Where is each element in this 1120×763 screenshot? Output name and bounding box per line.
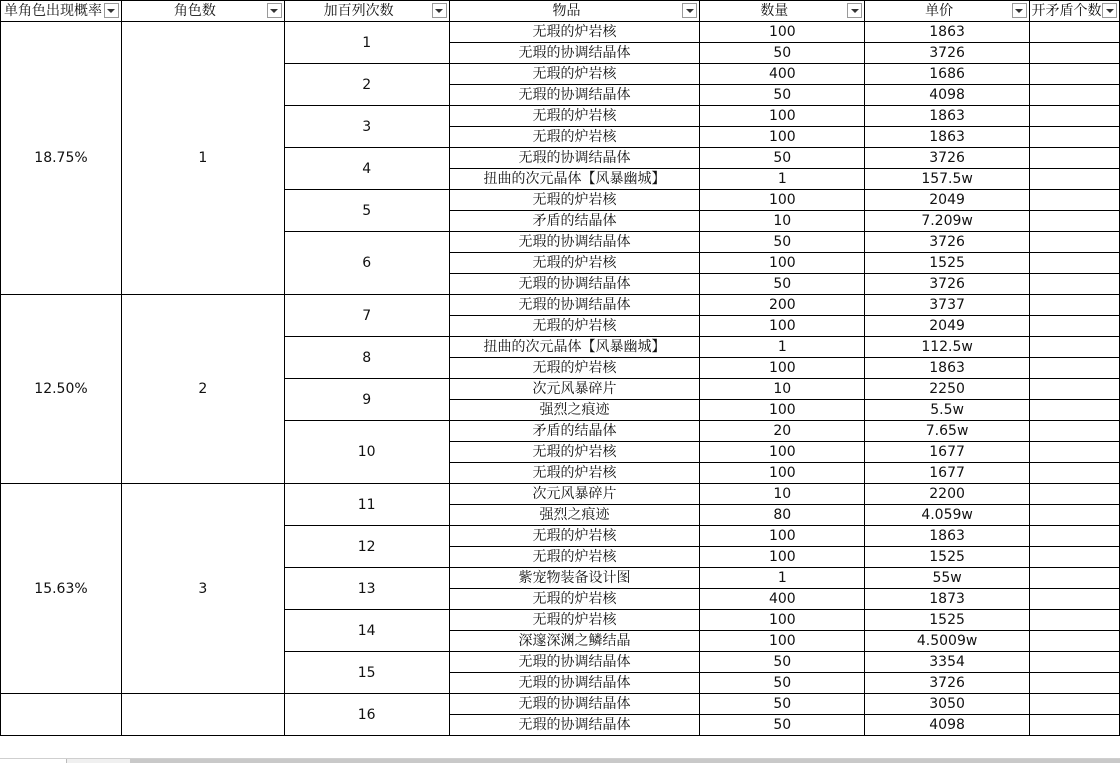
cell-quantity[interactable]: 10 bbox=[700, 484, 865, 505]
header-label: 单价 bbox=[925, 3, 954, 19]
cell-probability[interactable] bbox=[1, 694, 122, 736]
cell-item-name[interactable]: 无瑕的炉岩核 bbox=[449, 316, 700, 337]
cell-item-name[interactable]: 强烈之痕迹 bbox=[449, 400, 700, 421]
cell-contradiction-count[interactable] bbox=[1029, 358, 1119, 379]
cell-unit-price[interactable]: 1677 bbox=[865, 442, 1030, 463]
cell-item-name[interactable]: 无瑕的协调结晶体 bbox=[449, 232, 700, 253]
cell-unit-price[interactable]: 3050 bbox=[865, 694, 1030, 715]
cell-quantity[interactable]: 20 bbox=[700, 421, 865, 442]
scrollbar-thumb[interactable] bbox=[130, 759, 1120, 763]
cell-quantity[interactable]: 50 bbox=[700, 148, 865, 169]
header-row bbox=[1, 1, 1120, 22]
cell-contradiction-count[interactable] bbox=[1029, 589, 1119, 610]
filter-dropdown-icon[interactable] bbox=[1012, 3, 1027, 18]
cell-unit-price[interactable]: 1686 bbox=[865, 64, 1030, 85]
cell-attempt-number[interactable]: 15 bbox=[284, 652, 449, 694]
cell-quantity[interactable]: 80 bbox=[700, 505, 865, 526]
cell-quantity[interactable]: 400 bbox=[700, 64, 865, 85]
cell-item-name[interactable]: 无瑕的炉岩核 bbox=[449, 106, 700, 127]
cell-attempt-number[interactable]: 8 bbox=[284, 337, 449, 379]
cell-attempt-number[interactable]: 2 bbox=[284, 64, 449, 106]
cell-quantity[interactable]: 200 bbox=[700, 295, 865, 316]
cell-item-name[interactable]: 扭曲的次元晶体【风暴幽城】 bbox=[449, 337, 700, 358]
cell-unit-price[interactable]: 7.65w bbox=[865, 421, 1030, 442]
cell-attempt-number[interactable]: 13 bbox=[284, 568, 449, 610]
cell-attempt-number[interactable]: 3 bbox=[284, 106, 449, 148]
cell-attempt-number[interactable]: 10 bbox=[284, 421, 449, 484]
cell-contradiction-count[interactable] bbox=[1029, 568, 1119, 589]
cell-attempt-number[interactable]: 1 bbox=[284, 22, 449, 64]
cell-quantity[interactable]: 100 bbox=[700, 610, 865, 631]
cell-quantity[interactable]: 100 bbox=[700, 127, 865, 148]
cell-quantity[interactable]: 50 bbox=[700, 652, 865, 673]
filter-dropdown-icon[interactable] bbox=[682, 3, 697, 18]
cell-contradiction-count[interactable] bbox=[1029, 148, 1119, 169]
header-unit-price bbox=[865, 1, 1030, 22]
cell-contradiction-count[interactable] bbox=[1029, 106, 1119, 127]
cell-item-name[interactable]: 无瑕的协调结晶体 bbox=[449, 43, 700, 64]
cell-contradiction-count[interactable] bbox=[1029, 673, 1119, 694]
horizontal-scrollbar[interactable] bbox=[0, 758, 1120, 763]
cell-quantity[interactable]: 50 bbox=[700, 274, 865, 295]
sheet-tab-area[interactable] bbox=[0, 759, 67, 763]
cell-item-name[interactable]: 无瑕的协调结晶体 bbox=[449, 673, 700, 694]
cell-attempt-number[interactable]: 9 bbox=[284, 379, 449, 421]
cell-role-count[interactable]: 1 bbox=[121, 22, 284, 295]
cell-item-name[interactable]: 无瑕的炉岩核 bbox=[449, 463, 700, 484]
cell-contradiction-count[interactable] bbox=[1029, 253, 1119, 274]
cell-quantity[interactable]: 100 bbox=[700, 22, 865, 43]
cell-unit-price[interactable]: 1677 bbox=[865, 463, 1030, 484]
cell-role-count[interactable]: 2 bbox=[121, 295, 284, 484]
header-item bbox=[449, 1, 700, 22]
cell-quantity[interactable]: 1 bbox=[700, 337, 865, 358]
cell-unit-price[interactable]: 2049 bbox=[865, 190, 1030, 211]
cell-unit-price[interactable]: 2250 bbox=[865, 379, 1030, 400]
cell-contradiction-count[interactable] bbox=[1029, 694, 1119, 715]
cell-quantity[interactable]: 100 bbox=[700, 463, 865, 484]
cell-item-name[interactable]: 无瑕的协调结晶体 bbox=[449, 652, 700, 673]
cell-contradiction-count[interactable] bbox=[1029, 442, 1119, 463]
table-row bbox=[1, 694, 1120, 715]
cell-contradiction-count[interactable] bbox=[1029, 232, 1119, 253]
cell-unit-price[interactable]: 157.5w bbox=[865, 169, 1030, 190]
cell-contradiction-count[interactable] bbox=[1029, 631, 1119, 652]
cell-probability[interactable]: 12.50% bbox=[1, 295, 122, 484]
cell-unit-price[interactable]: 2049 bbox=[865, 316, 1030, 337]
filter-dropdown-icon[interactable] bbox=[432, 3, 447, 18]
cell-quantity[interactable]: 10 bbox=[700, 379, 865, 400]
cell-item-name[interactable]: 矛盾的结晶体 bbox=[449, 211, 700, 232]
cell-unit-price[interactable]: 3726 bbox=[865, 43, 1030, 64]
cell-item-name[interactable]: 无瑕的协调结晶体 bbox=[449, 148, 700, 169]
cell-unit-price[interactable]: 1525 bbox=[865, 610, 1030, 631]
table-row bbox=[1, 295, 1120, 316]
cell-unit-price[interactable]: 3726 bbox=[865, 673, 1030, 694]
cell-attempt-number[interactable]: 16 bbox=[284, 694, 449, 736]
cell-unit-price[interactable]: 1863 bbox=[865, 22, 1030, 43]
table-row bbox=[1, 484, 1120, 505]
cell-contradiction-count[interactable] bbox=[1029, 22, 1119, 43]
cell-contradiction-count[interactable] bbox=[1029, 400, 1119, 421]
cell-unit-price[interactable]: 3354 bbox=[865, 652, 1030, 673]
cell-attempt-number[interactable]: 12 bbox=[284, 526, 449, 568]
cell-contradiction-count[interactable] bbox=[1029, 190, 1119, 211]
cell-unit-price[interactable]: 4098 bbox=[865, 85, 1030, 106]
cell-unit-price[interactable]: 2200 bbox=[865, 484, 1030, 505]
header-label: 角色数 bbox=[173, 3, 216, 19]
header-role-count bbox=[121, 1, 284, 22]
cell-quantity[interactable]: 100 bbox=[700, 358, 865, 379]
cell-quantity[interactable]: 1 bbox=[700, 169, 865, 190]
cell-quantity[interactable]: 1 bbox=[700, 568, 865, 589]
cell-role-count[interactable] bbox=[121, 694, 284, 736]
header-label: 物品 bbox=[552, 3, 581, 19]
cell-item-name[interactable]: 无瑕的炉岩核 bbox=[449, 190, 700, 211]
cell-item-name[interactable]: 次元风暴碎片 bbox=[449, 484, 700, 505]
cell-item-name[interactable]: 无瑕的协调结晶体 bbox=[449, 274, 700, 295]
filter-dropdown-icon[interactable] bbox=[1102, 3, 1117, 18]
cell-unit-price[interactable]: 1873 bbox=[865, 589, 1030, 610]
cell-contradiction-count[interactable] bbox=[1029, 295, 1119, 316]
cell-item-name[interactable]: 扭曲的次元晶体【风暴幽城】 bbox=[449, 169, 700, 190]
cell-quantity[interactable]: 100 bbox=[700, 106, 865, 127]
cell-unit-price[interactable]: 5.5w bbox=[865, 400, 1030, 421]
cell-contradiction-count[interactable] bbox=[1029, 505, 1119, 526]
cell-item-name[interactable]: 无瑕的炉岩核 bbox=[449, 22, 700, 43]
cell-item-name[interactable]: 无瑕的协调结晶体 bbox=[449, 694, 700, 715]
cell-contradiction-count[interactable] bbox=[1029, 484, 1119, 505]
cell-contradiction-count[interactable] bbox=[1029, 715, 1119, 736]
cell-contradiction-count[interactable] bbox=[1029, 127, 1119, 148]
cell-quantity[interactable]: 100 bbox=[700, 190, 865, 211]
cell-item-name[interactable]: 无瑕的炉岩核 bbox=[449, 589, 700, 610]
cell-quantity[interactable]: 50 bbox=[700, 232, 865, 253]
header-label: 单角色出现概率 bbox=[3, 3, 102, 19]
cell-unit-price[interactable]: 1863 bbox=[865, 127, 1030, 148]
cell-item-name[interactable]: 无瑕的炉岩核 bbox=[449, 253, 700, 274]
filter-dropdown-icon[interactable] bbox=[267, 3, 282, 18]
cell-quantity[interactable]: 100 bbox=[700, 316, 865, 337]
header-contradiction-count bbox=[1029, 1, 1119, 22]
cell-quantity[interactable]: 100 bbox=[700, 547, 865, 568]
cell-contradiction-count[interactable] bbox=[1029, 211, 1119, 232]
cell-attempt-number[interactable]: 4 bbox=[284, 148, 449, 190]
cell-contradiction-count[interactable] bbox=[1029, 169, 1119, 190]
header-quantity bbox=[700, 1, 865, 22]
cell-contradiction-count[interactable] bbox=[1029, 421, 1119, 442]
cell-unit-price[interactable]: 1863 bbox=[865, 106, 1030, 127]
cell-quantity[interactable]: 50 bbox=[700, 715, 865, 736]
cell-unit-price[interactable]: 4.5009w bbox=[865, 631, 1030, 652]
cell-unit-price[interactable]: 4.059w bbox=[865, 505, 1030, 526]
cell-contradiction-count[interactable] bbox=[1029, 463, 1119, 484]
cell-item-name[interactable]: 紫宠物装备设计图 bbox=[449, 568, 700, 589]
cell-quantity[interactable]: 50 bbox=[700, 673, 865, 694]
cell-quantity[interactable]: 100 bbox=[700, 400, 865, 421]
cell-item-name[interactable]: 无瑕的炉岩核 bbox=[449, 610, 700, 631]
cell-quantity[interactable]: 100 bbox=[700, 253, 865, 274]
cell-item-name[interactable]: 无瑕的炉岩核 bbox=[449, 526, 700, 547]
header-label: 加百列次数 bbox=[323, 3, 394, 19]
cell-quantity[interactable]: 400 bbox=[700, 589, 865, 610]
cell-role-count[interactable]: 3 bbox=[121, 484, 284, 694]
cell-contradiction-count[interactable] bbox=[1029, 547, 1119, 568]
cell-item-name[interactable]: 矛盾的结晶体 bbox=[449, 421, 700, 442]
cell-contradiction-count[interactable] bbox=[1029, 652, 1119, 673]
header-label: 开矛盾个数 bbox=[1031, 3, 1102, 19]
header-attempts bbox=[284, 1, 449, 22]
filter-dropdown-icon[interactable] bbox=[104, 3, 119, 18]
cell-unit-price[interactable]: 55w bbox=[865, 568, 1030, 589]
cell-quantity[interactable]: 100 bbox=[700, 526, 865, 547]
cell-item-name[interactable]: 无瑕的炉岩核 bbox=[449, 442, 700, 463]
cell-unit-price[interactable]: 3726 bbox=[865, 232, 1030, 253]
header-label: 数量 bbox=[760, 3, 789, 19]
cell-item-name[interactable]: 强烈之痕迹 bbox=[449, 505, 700, 526]
cell-item-name[interactable]: 无瑕的炉岩核 bbox=[449, 64, 700, 85]
cell-quantity[interactable]: 100 bbox=[700, 631, 865, 652]
cell-unit-price[interactable]: 112.5w bbox=[865, 337, 1030, 358]
cell-contradiction-count[interactable] bbox=[1029, 64, 1119, 85]
cell-item-name[interactable]: 次元风暴碎片 bbox=[449, 379, 700, 400]
cell-contradiction-count[interactable] bbox=[1029, 379, 1119, 400]
cell-quantity[interactable]: 10 bbox=[700, 211, 865, 232]
cell-probability[interactable]: 15.63% bbox=[1, 484, 122, 694]
table-row bbox=[1, 22, 1120, 43]
cell-quantity[interactable]: 100 bbox=[700, 442, 865, 463]
cell-unit-price[interactable]: 1863 bbox=[865, 358, 1030, 379]
table-body bbox=[1, 22, 1120, 736]
cell-item-name[interactable]: 无瑕的协调结晶体 bbox=[449, 715, 700, 736]
cell-attempt-number[interactable]: 11 bbox=[284, 484, 449, 526]
cell-unit-price[interactable]: 3726 bbox=[865, 148, 1030, 169]
cell-item-name[interactable]: 无瑕的炉岩核 bbox=[449, 127, 700, 148]
cell-item-name[interactable]: 无瑕的协调结晶体 bbox=[449, 295, 700, 316]
cell-quantity[interactable]: 50 bbox=[700, 694, 865, 715]
cell-contradiction-count[interactable] bbox=[1029, 43, 1119, 64]
cell-attempt-number[interactable]: 5 bbox=[284, 190, 449, 232]
cell-contradiction-count[interactable] bbox=[1029, 316, 1119, 337]
cell-item-name[interactable]: 深邃深渊之鳞结晶 bbox=[449, 631, 700, 652]
cell-unit-price[interactable]: 4098 bbox=[865, 715, 1030, 736]
cell-attempt-number[interactable]: 6 bbox=[284, 232, 449, 295]
filter-dropdown-icon[interactable] bbox=[847, 3, 862, 18]
cell-quantity[interactable]: 50 bbox=[700, 85, 865, 106]
cell-contradiction-count[interactable] bbox=[1029, 337, 1119, 358]
cell-unit-price[interactable]: 3737 bbox=[865, 295, 1030, 316]
cell-unit-price[interactable]: 1863 bbox=[865, 526, 1030, 547]
cell-contradiction-count[interactable] bbox=[1029, 526, 1119, 547]
cell-attempt-number[interactable]: 7 bbox=[284, 295, 449, 337]
cell-item-name[interactable]: 无瑕的炉岩核 bbox=[449, 358, 700, 379]
cell-unit-price[interactable]: 7.209w bbox=[865, 211, 1030, 232]
cell-attempt-number[interactable]: 14 bbox=[284, 610, 449, 652]
header-probability bbox=[1, 1, 122, 22]
cell-unit-price[interactable]: 1525 bbox=[865, 253, 1030, 274]
cell-item-name[interactable]: 无瑕的协调结晶体 bbox=[449, 85, 700, 106]
cell-contradiction-count[interactable] bbox=[1029, 85, 1119, 106]
cell-contradiction-count[interactable] bbox=[1029, 274, 1119, 295]
cell-unit-price[interactable]: 1525 bbox=[865, 547, 1030, 568]
cell-unit-price[interactable]: 3726 bbox=[865, 274, 1030, 295]
cell-probability[interactable]: 18.75% bbox=[1, 22, 122, 295]
cell-quantity[interactable]: 50 bbox=[700, 43, 865, 64]
cell-contradiction-count[interactable] bbox=[1029, 610, 1119, 631]
cell-item-name[interactable]: 无瑕的炉岩核 bbox=[449, 547, 700, 568]
